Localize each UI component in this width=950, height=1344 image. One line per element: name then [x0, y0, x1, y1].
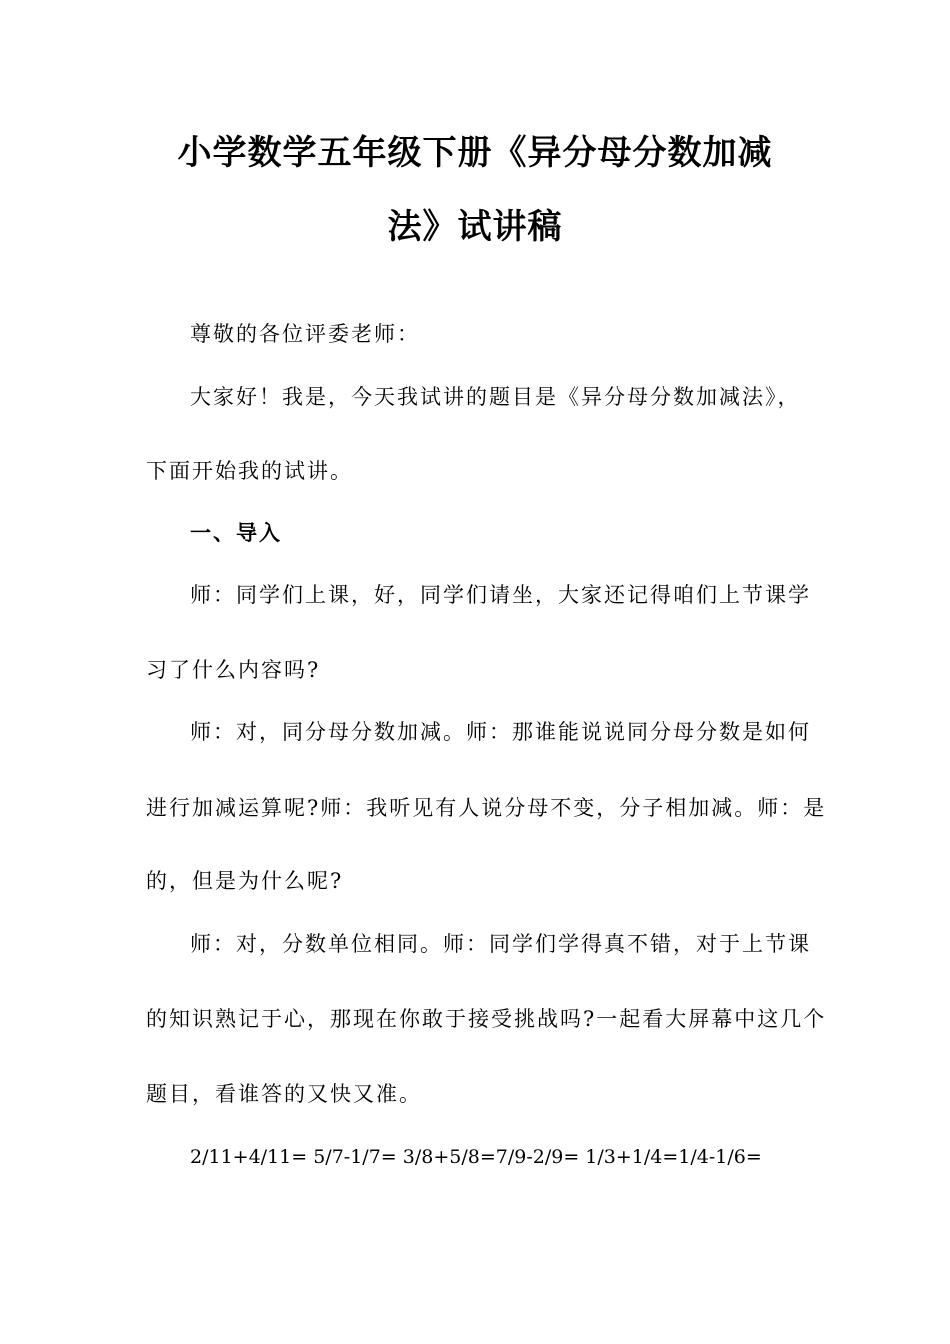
paragraph-1-line-1: 师：同学们上课，好，同学们请坐，大家还记得咱们上节课学	[190, 583, 811, 607]
paragraph-2-line-3: 的，但是为什么呢?	[146, 869, 344, 893]
paragraph-2-line-2: 进行加减运算呢?师：我听见有人说分母不变，分子相加减。师：是	[146, 796, 827, 820]
document-title-line-1: 小学数学五年级下册《异分母分数加减	[177, 133, 773, 173]
document-title-line-2: 法》试讲稿	[387, 207, 563, 247]
equations-line: 2/11+4/11= 5/7-1/7= 3/8+5/8=7/9-2/9= 1/3+1/4=1/4-1/6=	[190, 1146, 762, 1168]
paragraph-3-line-2: 的知识熟记于心，那现在你敢于接受挑战吗?一起看大屏幕中这几个	[146, 1007, 827, 1031]
intro-line-2: 下面开始我的试讲。	[146, 459, 353, 483]
paragraph-3-line-3: 题目，看谁答的又快又准。	[146, 1082, 422, 1106]
paragraph-2-line-1: 师：对，同分母分数加减。师：那谁能说说同分母分数是如何	[190, 720, 811, 744]
section-heading-intro: 一、导入	[190, 521, 282, 545]
intro-line-1: 大家好！我是，今天我试讲的题目是《异分母分数加减法》，	[190, 385, 801, 409]
paragraph-1-line-2: 习了什么内容吗?	[146, 658, 321, 682]
salutation: 尊敬的各位评委老师：	[190, 322, 420, 346]
paragraph-3-line-1: 师：对，分数单位相同。师：同学们学得真不错，对于上节课	[190, 932, 811, 956]
